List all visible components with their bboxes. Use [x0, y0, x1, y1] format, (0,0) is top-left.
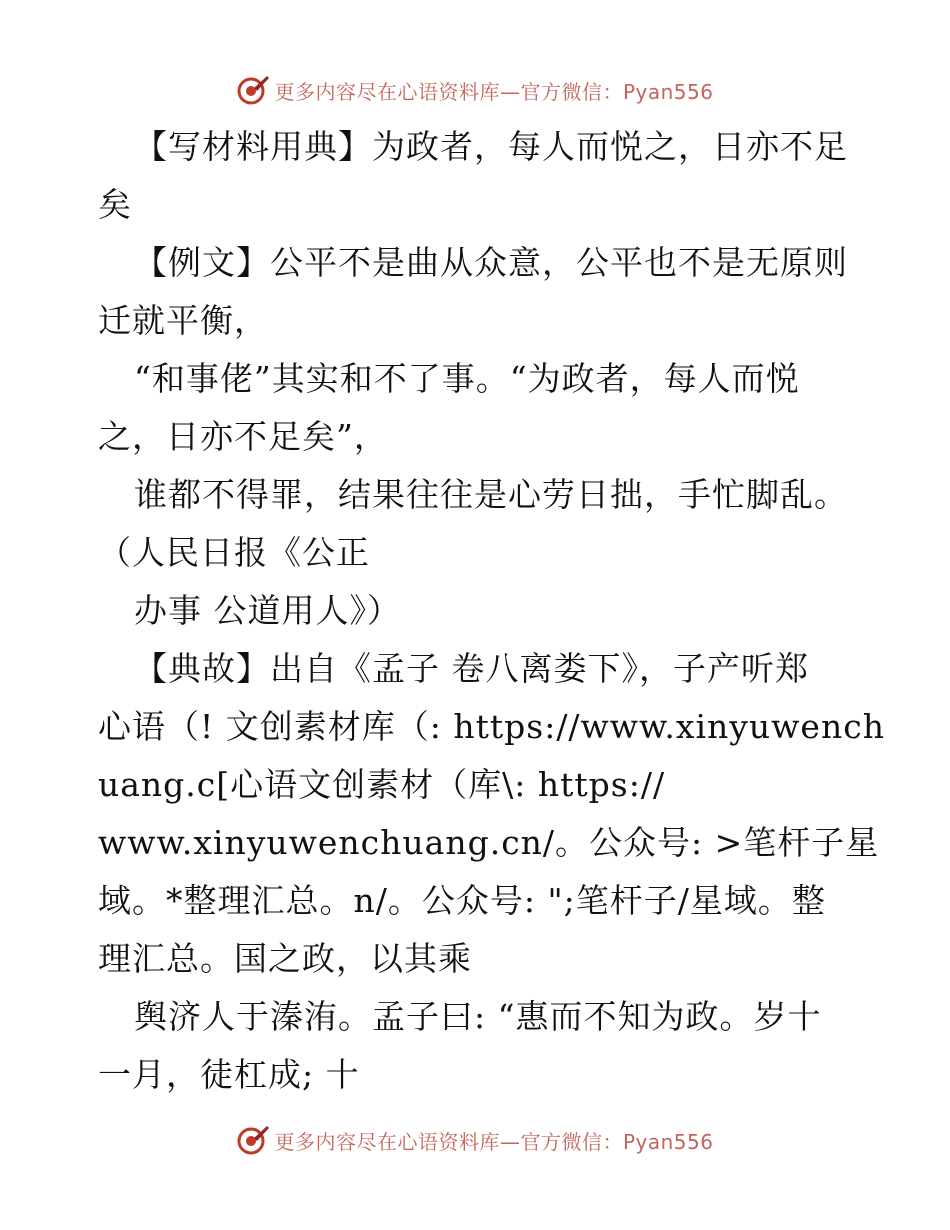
text-line: 【典故】出自《孟子 卷八离娄下》，子产听郑: [134, 649, 809, 688]
watermark-text: 更多内容尽在心语资料库—官方微信：Pyan556: [274, 1129, 714, 1154]
text-line: （人民日报《公正: [98, 533, 370, 572]
footer-watermark: [0, 1120, 950, 1160]
text-line: 舆济人于溱洧。孟子曰: “惠而不知为政。岁十: [134, 997, 822, 1036]
text-line: 办事 公道用人》）: [134, 591, 401, 630]
text-line: 一月，徒杠成; 十: [98, 1055, 360, 1094]
text-line: 理汇总。国之政，以其乘: [98, 939, 472, 978]
text-line: 【例文】公平不是曲从众意，公平也不是无原则: [134, 243, 848, 282]
text-line: 矣: [98, 185, 132, 224]
text-line: “和事佬”其实和不了事。“为政者，每人而悦: [134, 359, 800, 398]
document-body: [98, 118, 885, 1104]
watermark-text: 更多内容尽在心语资料库—官方微信：Pyan556: [274, 79, 714, 104]
text-line: 域。*整理汇总。n/。公众号: ";笔杆子/星域。整: [98, 881, 826, 920]
text-line: www.xinyuwenchuang.cn/。公众号: >笔杆子星: [98, 823, 880, 862]
brush-logo-icon: [236, 1123, 270, 1157]
text-line: 之，日亦不足矣”，: [98, 417, 388, 456]
text-line: 心语（! 文创素材库（: https://www.xinyuwench: [98, 707, 885, 746]
text-line: 【写材料用典】为政者，每人而悦之，日亦不足: [134, 127, 848, 166]
text-line: 迁就平衡，: [98, 301, 268, 340]
text-line: uang.c[心语文创素材（库\: https://: [98, 765, 666, 804]
brush-logo-icon: [236, 73, 270, 107]
text-line: 谁都不得罪，结果往往是心劳日拙，手忙脚乱。: [134, 475, 848, 514]
header-watermark: [0, 70, 950, 110]
